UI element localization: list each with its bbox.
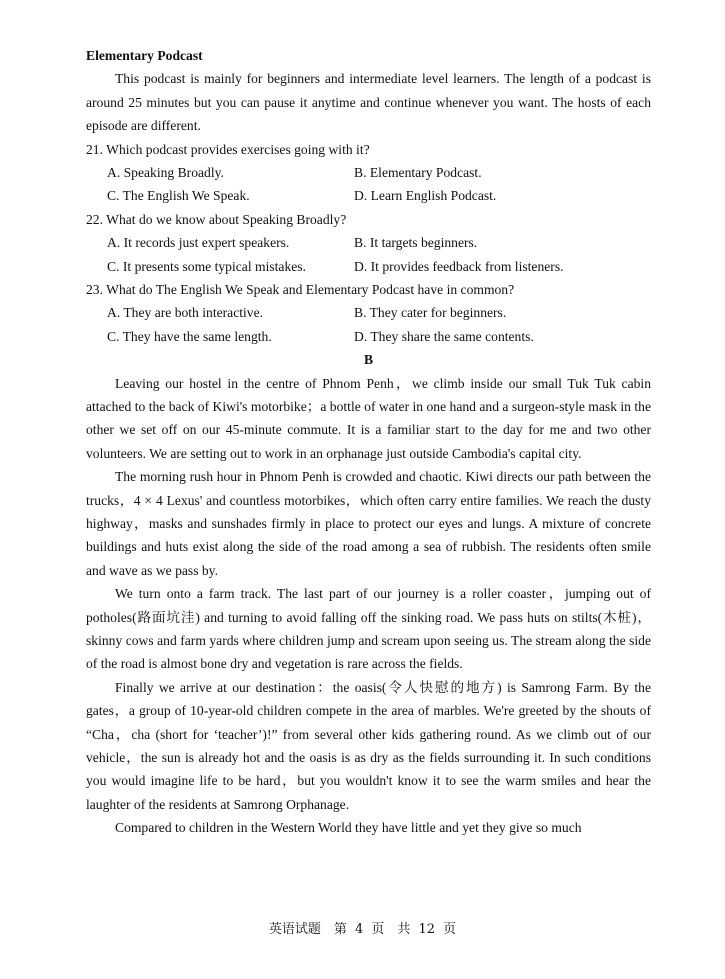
question-stem: 21. Which podcast provides exercises going with it? [86,141,370,157]
question-22 [86,208,651,278]
podcast-title: Elementary Podcast [86,48,203,63]
question-21 [86,138,651,208]
page-footer: 英语试题 第 4 页 共 12 页 [268,922,457,937]
option-a: A. It records just expert speakers. [107,235,290,251]
passage-paragraph-2: The morning rush hour in Phnom Penh is crowded and chaotic. Kiwi directs our path between the trucks，4 × 4 Lexus' and countless motorbikes，which often carry entire families. We reach the dusty highway，masks and sunshades firmly in place to protect our eyes and lungs. A mixture of concrete buildings and huts exist along the side of the road among a sea of rubbish. The residents often smile and wave as we pass by. [86,469,651,578]
passage-paragraph-5: Compared to children in the Western World they have little and yet they give so much [115,820,582,836]
podcast-description: This podcast is mainly for beginners and intermediate level learners. The length of a podcast is around 25 minutes but you can pause it anytime and continue whenever you want. The hosts of each episode are different. [86,71,651,134]
option-c: C. It presents some typical mistakes. [107,258,306,274]
option-a: A. Speaking Broadly. [107,165,224,180]
option-a: A. They are both interactive. [107,305,264,321]
passage-paragraph-4: Finally we arrive at our destination：the oasis(令人快慰的地方) is Samrong Farm. By the gates，a group of 10-year-old children compete in the area of marbles. We're greeted by the shouts of “Cha，cha (short for ‘teacher’)!” from several other kids gathering round. As we climb out of our vehicle，the sun is already hot and the oasis is as dry as the fields surrounding it. In such conditions you would imagine life to be hard，but you wouldn't know it to see the warm smiles and hear the laughter of the residents at Samrong Orphanage. [86,679,651,812]
option-c: C. The English We Speak. [107,188,250,204]
option-b: B. It targets beginners. [354,235,478,251]
section-label: B [363,352,374,368]
option-b: B. Elementary Podcast. [354,165,482,180]
passage-paragraph-1: Leaving our hostel in the centre of Phnom Penh，we climb inside our small Tuk Tuk cabin attached to the back of Kiwi's motorbike；a bottle of water in one hand and a surgeon-style mask in the other we set off on our 45-minute commute. It is a familiar start to the day for me and two other volunteers. We are setting out to work in an orphanage just outside Cambodia's capital city. [86,375,651,461]
page-content [86,44,651,840]
option-d: D. It provides feedback from listeners. [354,258,564,274]
option-c: C. They have the same length. [107,328,272,344]
option-b: B. They cater for beginners. [354,305,507,321]
passage-paragraph-3: We turn onto a farm track. The last part of our journey is a roller coaster，jumping out of potholes(路面坑洼) and turning to avoid falling off the sinking road. We pass huts on stilts(木桩)，skinny cows and farm yards where children jump and scream upon seeing us. The stream along the side of the road is almost bone dry and vegetation is rare across the fields. [86,586,651,672]
option-d: D. Learn English Podcast. [354,188,497,204]
option-d: D. They share the same contents. [354,328,534,344]
question-23 [86,278,651,348]
question-stem: 22. What do we know about Speaking Broadly? [86,211,347,227]
question-stem: 23. What do The English We Speak and Elementary Podcast have in common? [86,281,515,297]
